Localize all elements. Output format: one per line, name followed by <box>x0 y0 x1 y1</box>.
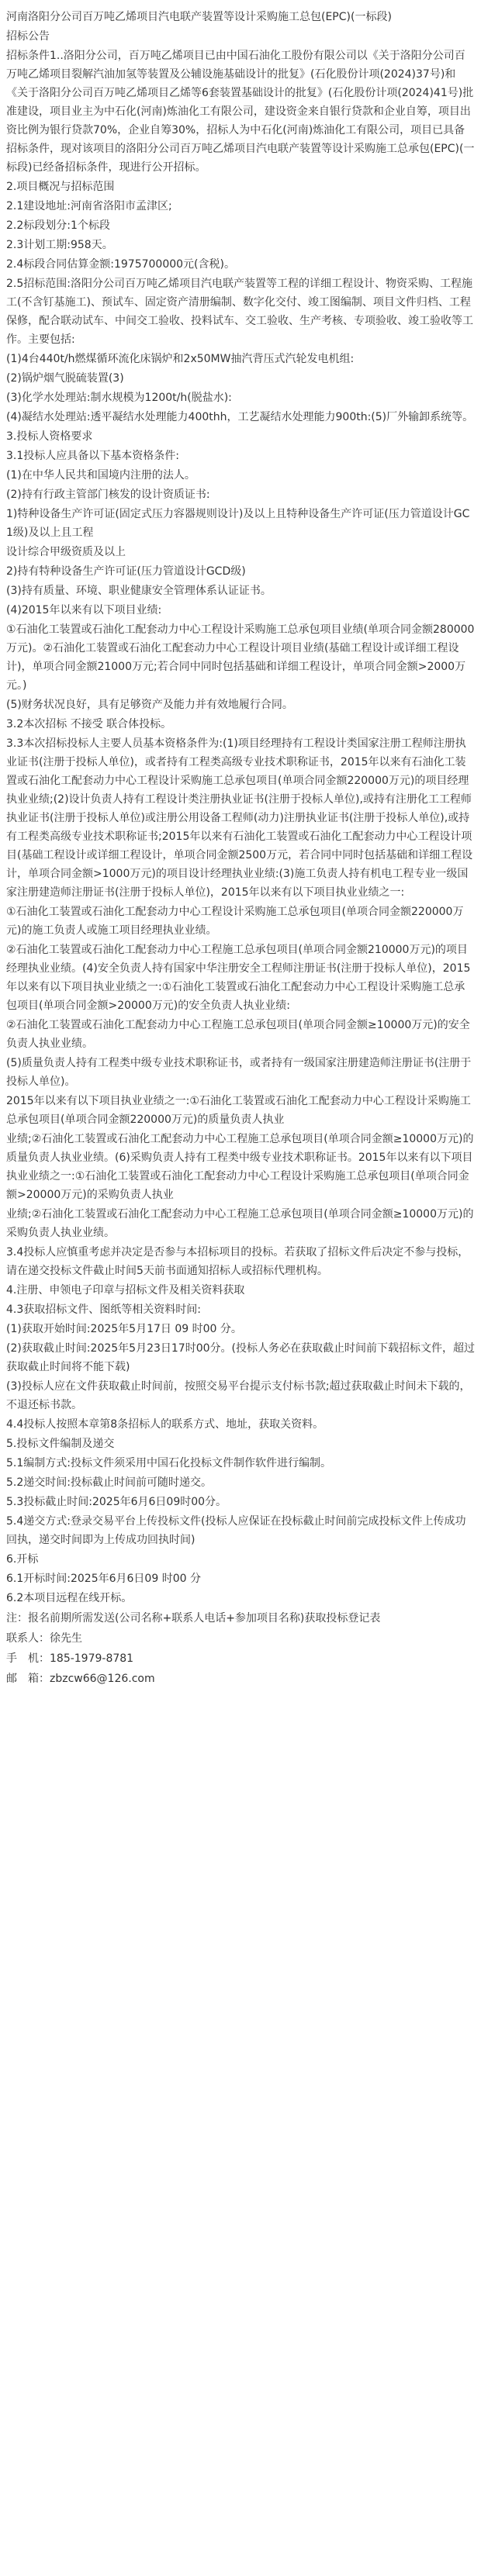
announcement-body <box>6 8 475 1607</box>
body-paragraph: 2.2标段划分:1个标段 <box>6 219 110 232</box>
body-paragraph: 业绩;②石油化工装置或石油化工配套动力中心工程施工总承包项目(单项合同金额≥10000万元)的质量负责人执业业绩。(6)采购负责人持有工程类中级专业技术职称证书。2015年以来有以下项目执业业绩之一:①石油化工装置或石油化工配套动力中心工程设计采购施工总承包项目(单项合同金额>20000万元)的采购负责人执业 <box>6 1133 474 1201</box>
body-paragraph: 2)持有特种设备生产许可证(压力管道设计GCD级) <box>6 565 246 578</box>
body-paragraph: 3.3本次招标投标人主要人员基本资格条件为:(1)项目经理持有工程设计类国家注册工程师注册执业证书(注册于投标人单位)，或者持有工程类高级专业技术职称证书，2015年以来有石油化工装置或石油化工配套动力中心工程设计采购施工总承包项目(单项合同金额220000万元)的项目经理执业业绩;(2)设计负责人持有工程设计类注册执业证书(注册于投标人单位),或持有注册化工工程师执业证书(注册于投标人单位)或注册公用设备工程师(动力)注册执业证书(注册于投标人单位),或持有工程类高级专业技术职称证书;2015年以来有石油化工装置或石油化工配套动力中心工程设计项目(基础工程设计或详细工程设计，单项合同金额2500万元，若合同中同时包括基础和详细工程设计，单项合同金额>1000万元)的项目设计经理执业业绩:(3)施工负责人持有机电工程专业一级国家注册建造师注册证书(注册于投标人单位)，2015年以来有以下项目执业业绩之一: <box>6 737 473 899</box>
body-paragraph: ②石油化工装置或石油化工配套动力中心工程施工总承包项目(单项合同金额210000万元)的项目经理执业业绩。(4)安全负责人持有国家中华注册安全工程师注册证书(注册于投标人单位)，2015年以来有以下项目执业业绩之一:①石油化工装置或石油化工配套动力中心工程设计采购施工总承包项目(单项合同金额>20000万元)的安全负责人执业业绩: <box>6 944 471 1012</box>
body-paragraph: 5.投标文件编制及递交 <box>6 1438 115 1450</box>
contact-phone-label: 手 机： <box>6 1652 50 1665</box>
body-paragraph: 2015年以来有以下项目执业业绩之一:①石油化工装置或石油化工配套动力中心工程设计采购施工总承包项目(单项合同金额220000万元)的质量负责人执业 <box>6 1095 471 1126</box>
body-paragraph: 4.4投标人按照本章第8条招标人的联系方式、地址，获取关资料。 <box>6 1418 324 1431</box>
body-paragraph: 3.投标人资格要求 <box>6 430 93 443</box>
contact-email[interactable]: zbzcw66@126.com <box>50 1673 155 1685</box>
body-paragraph: 3.1投标人应具备以下基本资格条件: <box>6 450 179 462</box>
body-paragraph: 4.注册、申领电子印章与招标文件及相关资料获取 <box>6 1284 245 1297</box>
body-paragraph: (4)凝结水处理站:透平凝结水处理能力400thh，工艺凝结水处理能力900th:(5)厂外输卸系统等。 <box>6 411 474 423</box>
body-paragraph: 5.2递交时间:投标截止时间前可随时递交。 <box>6 1476 212 1489</box>
body-paragraph: 2.4标段合同估算金额:1975700000元(含税)。 <box>6 258 235 271</box>
body-paragraph: 2.5招标范围:洛阳分公司百万吨乙烯项目汽电联产装置等工程的详细工程设计、物资采购、工程施工(不含钉基施工)、预试车、固定资产清册编制、数字化交付、竣工图编制、项目文件归档、工程保修，配合联动试车、中间交工验收、投料试车、交工验收、生产考核、专项验收、竣工验收等工作。主要包括: <box>6 278 473 346</box>
body-paragraph: (1)在中华人民共和国境内注册的法人。 <box>6 469 196 482</box>
body-paragraph: 2.项目概况与招标范围 <box>6 181 115 193</box>
body-paragraph: 4.3获取招标文件、图纸等相关资料时间: <box>6 1304 201 1316</box>
contact-section <box>6 1609 475 1688</box>
body-paragraph: 设计综合甲级资质及以上 <box>6 546 126 558</box>
body-paragraph: 业绩;②石油化工装置或石油化工配套动力中心工程施工总承包项目(单项合同金额≥10000万元)的采购负责人执业业绩。 <box>6 1208 474 1239</box>
body-paragraph: 1)特种设备生产许可证(固定式压力容器规则设计)及以上且特种设备生产许可证(压力管道设计GC1级)及以上且工程 <box>6 508 470 539</box>
body-paragraph: 5.1编制方式:投标文件须采用中国石化投标文件制作软件进行编制。 <box>6 1457 331 1469</box>
contact-phone[interactable]: 185-1979-8781 <box>50 1652 134 1665</box>
body-paragraph: 5.3投标截止时间:2025年6月6日09时00分。 <box>6 1496 227 1508</box>
body-paragraph: 2.3计划工期:958天。 <box>6 239 113 251</box>
contact-phone-row <box>6 1649 475 1668</box>
body-paragraph: 6.开标 <box>6 1553 39 1566</box>
body-paragraph: (2)锅炉烟气脱硫装置(3) <box>6 372 124 385</box>
body-paragraph: 3.2本次招标 不接受 联合体投标。 <box>6 718 172 730</box>
body-paragraph: (5)财务状况良好，具有足够资产及能力并有效地履行合同。 <box>6 699 293 711</box>
body-paragraph: (2)获取截止时间:2025年5月23日17时00分。(投标人务必在获取截止时间前下载招标文件，超过获取截止时间将不能下载) <box>6 1342 475 1373</box>
body-paragraph: (2)持有行政主管部门核发的设计资质证书: <box>6 489 210 501</box>
body-paragraph: ①石油化工装置或石油化工配套动力中心工程设计采购施工总承包项目业绩(单项合同金额280000万元)。②石油化工装置或石油化工配套动力中心工程设计项目业绩(基础工程设计或详细工程设计)，单项合同金额21000万元;若合同中同时包括基础和详细工程设计，单项合同金额>2000万元。) <box>6 623 475 692</box>
contact-person: 徐先生 <box>50 1632 82 1645</box>
body-paragraph: 6.2本项目远程在线开标。 <box>6 1592 133 1604</box>
contact-note: 注：报名前期所需发送(公司名称+联系人电话+参加项目名称)获取投标登记表 <box>6 1612 381 1625</box>
contact-person-row <box>6 1629 475 1648</box>
announcement-heading: 招标公告 <box>6 30 50 43</box>
contact-email-label: 邮 箱： <box>6 1673 50 1685</box>
announcement-title: 河南洛阳分公司百万吨乙烯项目汽电联产装置等设计采购施工总包(EPC)(一标段) <box>6 11 392 23</box>
body-paragraph: 招标条件1..洛阳分公司，百万吨乙烯项目已由中国石油化工股份有限公司以《关于洛阳分公司百万吨乙烯项目裂解汽油加氢等装置及公辅设施基础设计的批复》(石化股份计项(2024)37号)和《关于洛阳分公司百万吨乙烯项目乙烯等6套装置基础设计的批复》(石化股份计项(2024)41号)批准建设，项目业主为中石化(河南)炼油化工有限公司，建设资金来自银行贷款和企业自筹，项目出资比例为银行贷款70%，企业自筹30%，招标人为中石化(河南)炼油化工有限公司，项目已具备招标条件，现对该项目的洛阳分公司百万吨乙烯项目汽电联产装置等设计采购施工总承包(EPC)(一标段)已经备招标条件，现进行公开招标。 <box>6 50 475 174</box>
body-paragraph: (3)投标人应在文件获取截止时间前，按照交易平台提示支付标书款;超过获取截止时间未下载的，不退还标书款。 <box>6 1380 471 1411</box>
body-paragraph: (3)持有质量、环境、职业健康安全管理体系认证证书。 <box>6 585 272 597</box>
body-paragraph: (1)获取开始时间:2025年5月17日 09 时00 分。 <box>6 1323 242 1335</box>
body-paragraph: (5)质量负责人持有工程类中级专业技术职称证书，或者持有一级国家注册建造师注册证书(注册于投标人单位)。 <box>6 1057 472 1088</box>
contact-email-row <box>6 1670 475 1688</box>
body-paragraph: (4)2015年以来有以下项目业绩: <box>6 604 162 616</box>
body-paragraph: 5.4递交方式:登录交易平台上传投标文件(投标人应保证在投标截止时间前完成投标文件上传成功回执，递交时间即为上传成功回执时间) <box>6 1515 466 1546</box>
body-paragraph: 3.4投标人应慎重考虑并决定是否参与本招标项目的投标。若获取了招标文件后决定不参与投标，请在递交投标文件截止时间5天前书面通知招标人或招标代理机构。 <box>6 1246 469 1277</box>
body-paragraph: 2.1建设地址:河南省洛阳市孟津区; <box>6 200 172 212</box>
body-paragraph: (3)化学水处理站:制水规模为1200t/h(脱盐水): <box>6 392 232 404</box>
body-paragraph: ②石油化工装置或石油化工配套动力中心工程施工总承包项目(单项合同金额≥10000万元)的安全负责人执业业绩。 <box>6 1019 470 1050</box>
contact-person-label: 联系人： <box>6 1632 50 1645</box>
body-paragraph: ①石油化工装置或石油化工配套动力中心工程设计采购施工总承包项目(单项合同金额220000万元)的施工负责人或施工项目经理执业业绩。 <box>6 906 464 937</box>
body-paragraph: (1)4台440t/h燃煤循环流化床锅炉和2x50MW抽汽背压式汽轮发电机组: <box>6 353 355 365</box>
body-paragraph: 6.1开标时间:2025年6月6日09 时00 分 <box>6 1573 201 1585</box>
